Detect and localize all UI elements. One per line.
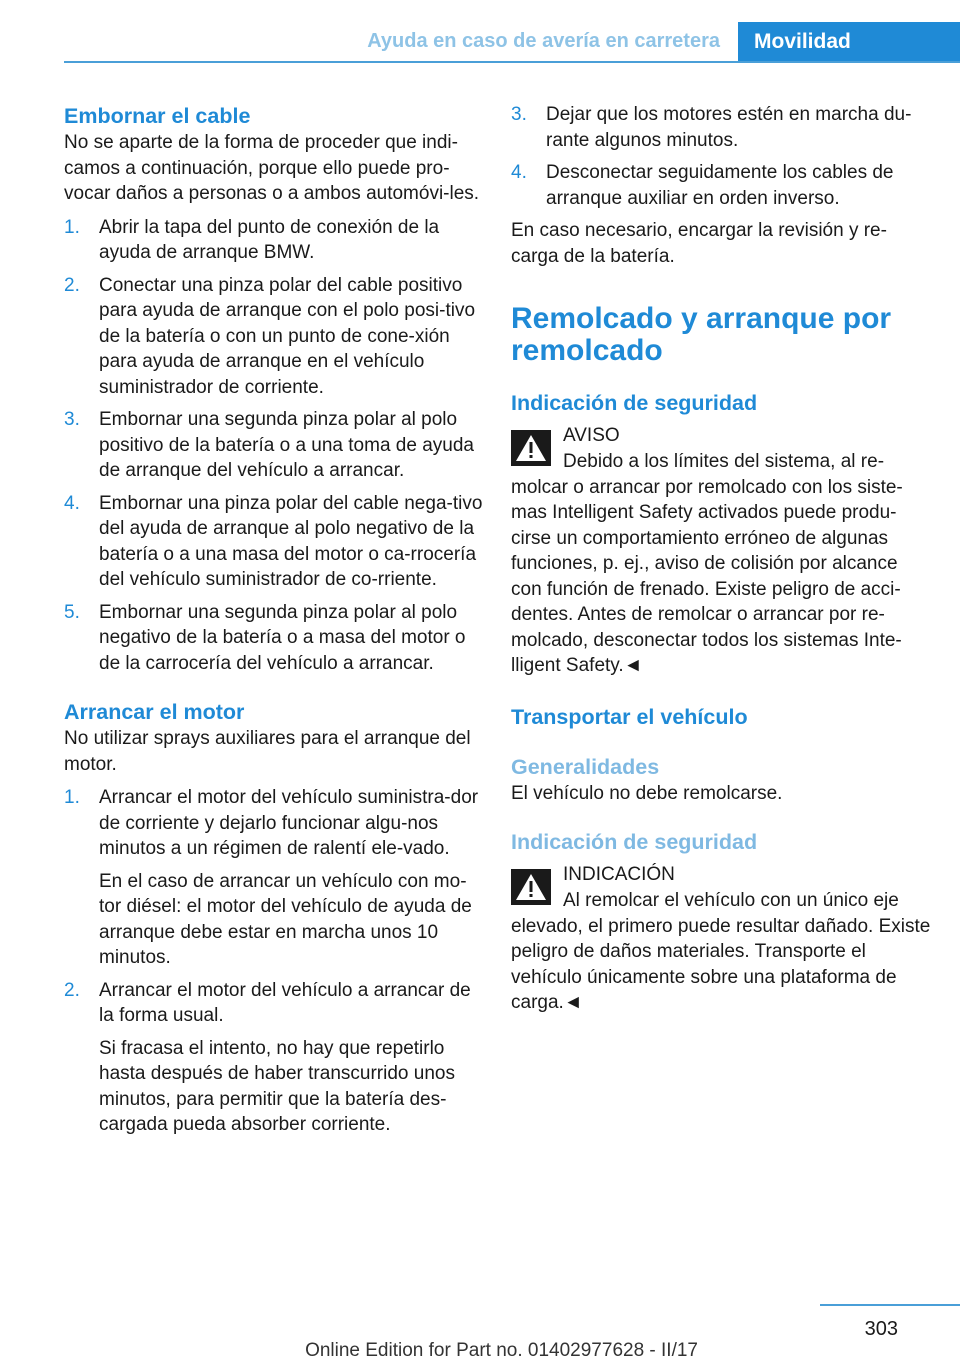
list-item: 2. Conectar una pinza polar del cable positivo para ayuda de arranque con el polo posi-tivo de la batería o con un punto de cone-xión para ayuda de arranque en el vehículo suministrador de corriente. — [64, 274, 476, 398]
chapter-title-remolcado: Remolcado y arranque por remolcado — [511, 302, 892, 367]
paragraph-revision: En caso necesario, encargar la revisión y re-carga de la batería. — [511, 220, 887, 267]
header-rule — [64, 61, 960, 63]
step-note: Si fracasa el intento, no hay que repetirlo hasta después de haber transcurrido unos minutos, para permitir que la batería des-cargada pueda absorber corriente. — [99, 1037, 455, 1135]
warning-text-indicacion: Al remolcar el vehículo con un único eje elevado, el primero puede resultar dañado. Existe peligro de daños materiales. Transporte el vehículo únicamente sobre una plataforma de carga.◄ — [511, 890, 931, 1013]
subsection-title-seguridad: Indicación de seguridad — [511, 830, 758, 854]
warning-label-aviso: AVISO — [563, 425, 620, 446]
edition-note: Online Edition for Part no. 01402977628 - II/17 — [305, 1340, 698, 1361]
section-title-arrancar: Arrancar el motor — [64, 700, 245, 724]
section-intro-embornar: No se aparte de la forma de proceder que indi-camos a continuación, porque ello puede pro-vocar daños a personas o a ambos automóvi-les. — [64, 132, 480, 204]
footer-rule — [820, 1304, 960, 1306]
header-chapter-tab: Movilidad — [738, 22, 960, 63]
warning-triangle-icon — [511, 869, 551, 905]
list-item: 4. Desconectar seguidamente los cables de arranque auxiliar en orden inverso. — [511, 162, 894, 209]
warning-label-indicacion: INDICACIÓN — [563, 864, 675, 885]
steps-embornar — [64, 215, 484, 677]
page-number: 303 — [864, 1318, 898, 1340]
steps-arrancar — [64, 785, 484, 1138]
right-column — [511, 102, 931, 1016]
list-item: 2. Arrancar el motor del vehículo a arrancar de la forma usual. Si fracasa el intento, no hay que repetirlo hasta después de haber transcurrido unos minutos, para permitir que la batería des-cargada pueda absorber corriente. — [64, 978, 484, 1138]
step-note: En el caso de arrancar un vehículo con mo-tor diésel: el motor del vehículo de ayuda de arranque debe estar en marcha unos 10 minutos. — [99, 870, 472, 968]
list-item: 3. Embornar una segunda pinza polar al polo positivo de la batería o a una toma de ayuda de arranque del vehículo a arrancar. — [64, 409, 474, 481]
left-column — [64, 102, 484, 1138]
subsection-title-generalidades: Generalidades — [511, 754, 660, 779]
list-item: 1. Abrir la tapa del punto de conexión de la ayuda de arranque BMW. — [64, 216, 440, 263]
section-title-embornar: Embornar el cable — [64, 104, 251, 128]
warning-block-aviso — [511, 423, 931, 473]
warning-block-indicacion — [511, 862, 931, 912]
steps-continued — [511, 102, 931, 211]
section-title-transportar: Transportar el vehículo — [511, 704, 748, 729]
section-intro-arrancar: No utilizar sprays auxiliares para el arranque del motor. — [64, 728, 471, 775]
paragraph-generalidades: El vehículo no debe remolcarse. — [511, 782, 783, 804]
warning-text-aviso: Debido a los límites del sistema, al re-molcar o arrancar por remolcado con los siste-mas Intelligent Safety activados puede produ-cirse un comportamiento erróneo de algunas funciones, p. ej., aviso de colisión por alcance con función de frenado. Existe peligro de acci-dentes. Antes de remolcar o arrancar por re-molcado, desconectar todos los sistemas Inte-lligent Safety.◄ — [511, 451, 903, 676]
list-item: 1. Arrancar el motor del vehículo suministra-dor de corriente y dejarlo funcionar algu-nos minutos a un régimen de ralentí ele-vado. En el caso de arrancar un vehículo con mo-tor diésel: el motor del vehículo de ayuda de arranque debe estar en marcha unos 10 minutos. — [64, 785, 484, 971]
warning-triangle-icon — [511, 430, 551, 466]
list-item: 4. Embornar una pinza polar del cable nega-tivo del ayuda de arranque al polo negativo de la batería o a una masa del motor o ca-rrocería del vehículo suministrador de co-rriente. — [64, 492, 483, 590]
header-section-title: Ayuda en caso de avería en carretera — [367, 30, 720, 52]
list-item: 3. Dejar que los motores estén en marcha du-rante algunos minutos. — [511, 104, 912, 151]
section-title-seguridad: Indicación de seguridad — [511, 391, 758, 415]
list-item: 5. Embornar una segunda pinza polar al polo negativo de la batería o a masa del motor o de la carrocería del vehículo a arrancar. — [64, 601, 466, 674]
